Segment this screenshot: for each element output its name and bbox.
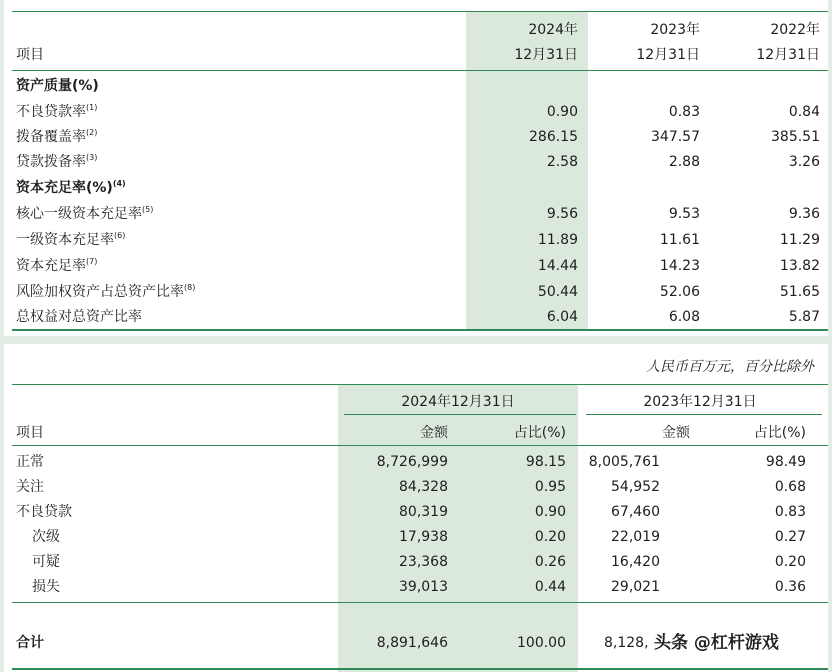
cell-2023: 2.88 (668, 154, 700, 170)
row-label: 正常 (16, 454, 44, 470)
cell-2022: 385.51 (771, 129, 820, 145)
cell-2024: 0.90 (546, 104, 578, 120)
cell-2023: 9.53 (668, 206, 700, 222)
section-asset-quality: 资产质量(%) (16, 78, 99, 94)
row-label: 资本充足率$^{(7)}$ (16, 257, 98, 274)
header-amount-2023: 金额 (662, 425, 690, 441)
cell-2023: 14.23 (659, 258, 700, 274)
table-bottom-rule (12, 329, 828, 331)
cell-2022: 11.29 (779, 232, 820, 248)
table-top-rule (12, 384, 828, 385)
row-label: 不良贷款 (16, 504, 72, 520)
cell-amount-2023: 16,420 (611, 554, 660, 570)
cell-ratio-2023: 0.27 (774, 529, 806, 545)
row-label-indented: 次级 (32, 529, 60, 545)
cell-ratio-2024: 0.90 (534, 504, 566, 520)
cell-amount-2024: 23,368 (399, 554, 448, 570)
total-amount-2024: 8,891,646 (376, 635, 448, 651)
header-ratio-2023: 占比(%) (753, 425, 806, 441)
header-item: 项目 (16, 47, 44, 63)
cell-amount-2024: 80,319 (399, 504, 448, 520)
row-label: 拨备覆盖率$^{(2)}$ (16, 128, 98, 145)
header-2023-date: 12月31日 (636, 47, 700, 63)
section-capital-adequacy: 资本充足率(%)$^{(4)}$ (16, 179, 126, 196)
cell-amount-2023: 8,005,761 (588, 454, 660, 470)
group-rule-2024 (344, 414, 576, 415)
row-label: 一级资本充足率$^{(6)}$ (16, 231, 126, 248)
cell-ratio-2024: 0.26 (534, 554, 566, 570)
cell-2024: 11.89 (537, 232, 578, 248)
watermark-text: 头条 @杠杆游戏 (654, 633, 779, 653)
cell-amount-2023: 29,021 (611, 579, 660, 595)
cell-2024: 50.44 (537, 284, 578, 300)
header-2022-year: 2022年 (770, 22, 820, 38)
cell-2023: 52.06 (659, 284, 700, 300)
total-ratio-2024: 100.00 (517, 635, 566, 651)
cell-2024: 14.44 (537, 258, 578, 274)
cell-amount-2024: 8,726,999 (376, 454, 448, 470)
cell-2022: 13.82 (779, 258, 820, 274)
group-rule-2023 (586, 414, 822, 415)
cell-2022: 5.87 (788, 309, 820, 325)
cell-2024: 9.56 (546, 206, 578, 222)
header-ratio-2024: 占比(%) (513, 425, 566, 441)
capital-ratios-table (4, 0, 828, 336)
cell-ratio-2023: 98.49 (765, 454, 806, 470)
cell-ratio-2023: 0.68 (774, 479, 806, 495)
header-bottom-rule (12, 445, 828, 446)
cell-ratio-2023: 0.83 (774, 504, 806, 520)
cell-amount-2023: 54,952 (611, 479, 660, 495)
header-2022-date: 12月31日 (756, 47, 820, 63)
row-label: 贷款拨备率$^{(3)}$ (16, 153, 98, 170)
cell-2023: 0.83 (668, 104, 700, 120)
table-top-rule (12, 11, 828, 12)
total-top-rule (12, 602, 828, 603)
cell-2022: 9.36 (788, 206, 820, 222)
row-label-indented: 可疑 (32, 554, 60, 570)
header-amount-2024: 金额 (420, 425, 448, 441)
cell-amount-2023: 22,019 (611, 529, 660, 545)
cell-ratio-2024: 0.20 (534, 529, 566, 545)
cell-2023: 11.61 (659, 232, 700, 248)
row-label-indented: 损失 (32, 579, 60, 595)
cell-2024: 286.15 (529, 129, 578, 145)
row-label: 总权益对总资产比率 (16, 309, 142, 325)
row-label: 不良贷款率$^{(1)}$ (16, 103, 98, 120)
cell-ratio-2024: 98.15 (525, 454, 566, 470)
header-item: 项目 (16, 425, 44, 441)
cell-2022: 51.65 (779, 284, 820, 300)
total-amount-2023: 8,128, (604, 635, 649, 651)
cell-ratio-2023: 0.36 (774, 579, 806, 595)
cell-2022: 3.26 (788, 154, 820, 170)
header-bottom-rule (12, 70, 828, 71)
loan-classification-table (4, 344, 828, 672)
header-2024-group: 2024年12月31日 (401, 394, 515, 410)
cell-ratio-2024: 0.95 (534, 479, 566, 495)
cell-2024: 2.58 (546, 154, 578, 170)
header-2024-year: 2024年 (528, 22, 578, 38)
header-2023-group: 2023年12月31日 (643, 394, 757, 410)
cell-2022: 0.84 (788, 104, 820, 120)
cell-amount-2024: 84,328 (399, 479, 448, 495)
unit-note: 人民币百万元，百分比除外 (646, 359, 814, 375)
row-label: 风险加权资产占总资产比率$^{(8)}$ (16, 283, 196, 300)
cell-2023: 6.08 (668, 309, 700, 325)
cell-2023: 347.57 (651, 129, 700, 145)
header-2023-year: 2023年 (650, 22, 700, 38)
cell-2024: 6.04 (546, 309, 578, 325)
header-2024-date: 12月31日 (514, 47, 578, 63)
row-label: 关注 (16, 479, 44, 495)
cell-ratio-2024: 0.44 (534, 579, 566, 595)
table-bottom-rule (12, 668, 828, 670)
total-label: 合计 (16, 635, 44, 651)
cell-amount-2024: 17,938 (399, 529, 448, 545)
cell-amount-2024: 39,013 (399, 579, 448, 595)
row-label: 核心一级资本充足率$^{(5)}$ (16, 205, 154, 222)
cell-ratio-2023: 0.20 (774, 554, 806, 570)
cell-amount-2023: 67,460 (611, 504, 660, 520)
